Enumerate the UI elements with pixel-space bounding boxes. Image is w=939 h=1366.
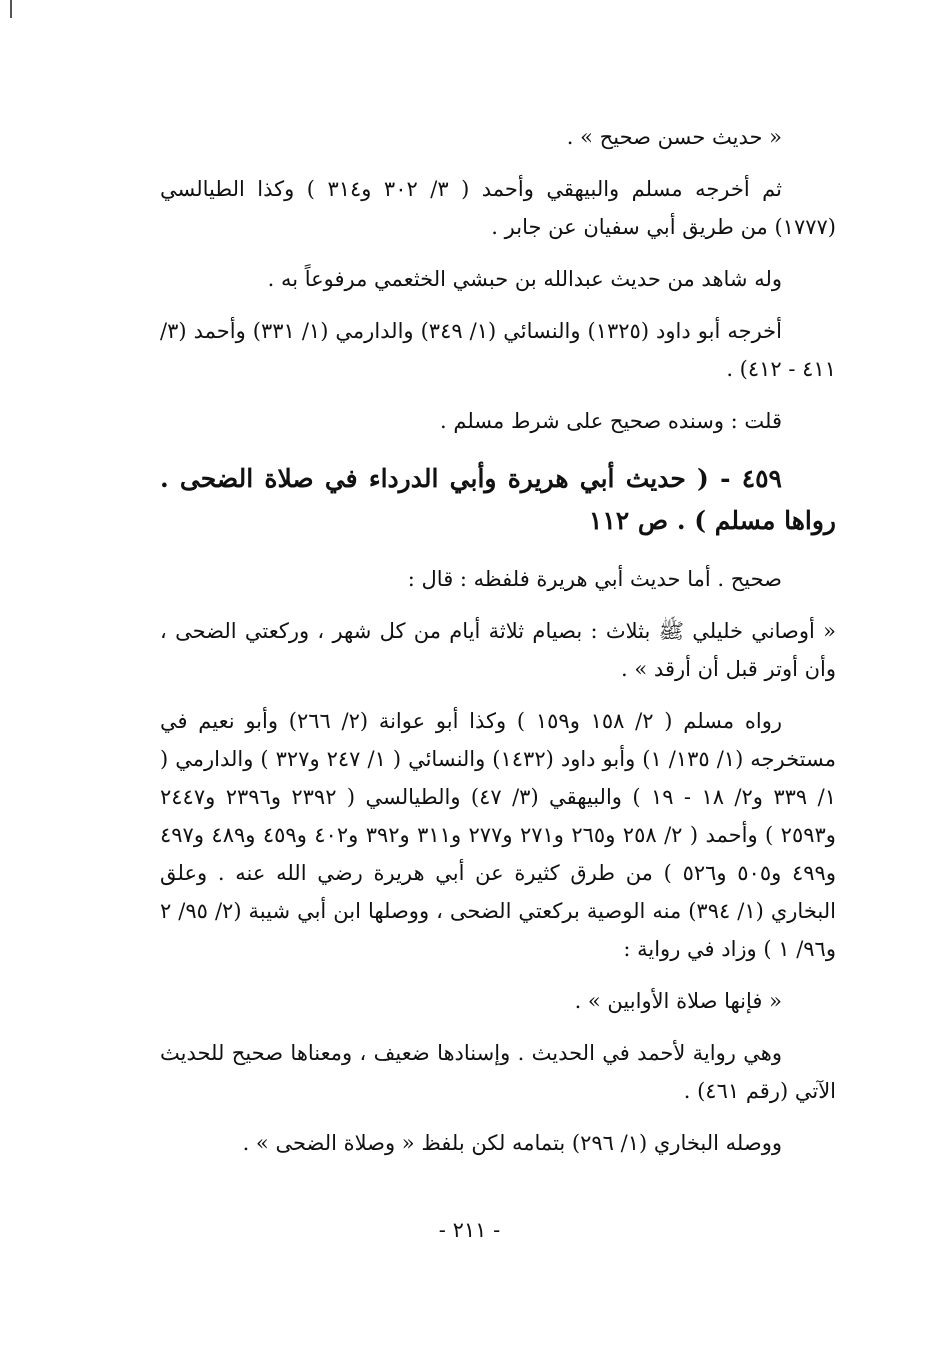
scan-mark (10, 0, 12, 18)
bukhari-wasl-paragraph: ووصله البخاري (١/ ٢٩٦) بتمامه لكن بلفظ « وصلاة الضحى » . (242, 1131, 782, 1155)
sahih-paragraph: صحيح . أما حديث أبي هريرة فلفظه : قال : (407, 567, 782, 591)
qultu-paragraph: قلت : وسنده صحيح على شرط مسلم . (440, 409, 782, 433)
hadith-quote: « أوصاني خليلي ﷺ بثلاث : بصيام ثلاثة أيام من كل شهر ، وركعتي الضحى ، وأن أوتر قبل أن أرقد » . (160, 619, 836, 681)
page-number: - ٢١١ - (438, 1218, 501, 1242)
ahmad-riwaya-paragraph: وهي رواية لأحمد في الحديث . وإسنادها ضعيف ، ومعناها صحيح للحديث الآتي (رقم ٤٦١) . (160, 1041, 836, 1103)
takhrij-abu-dawud: أخرجه أبو داود (١٣٢٥) والنسائي (١/ ٣٤٩) والدارمي (١/ ٣٣١) وأحمد (٣/ ٤١١ - ٤١٢) . (160, 319, 836, 381)
shahid-paragraph: وله شاهد من حديث عبدالله بن حبشي الخثعمي مرفوعاً به . (267, 267, 782, 291)
quote-hasan-sahih: « حديث حسن صحيح » . (566, 125, 782, 149)
hadith-heading (160, 458, 836, 542)
takhrij-muslim: ثم أخرجه مسلم والبيهقي وأحمد ( ٣/ ٣٠٢ و٣١٤ ) وكذا الطيالسي (١٧٧٧) من طريق أبي سفيان عن جابر . (160, 177, 836, 239)
hadith-number: ٤٥٩ (741, 464, 782, 493)
awwabin-quote: « فإنها صلاة الأوابين » . (574, 989, 782, 1013)
takhrij-long-paragraph: رواه مسلم ( ٢/ ١٥٨ و١٥٩ ) وكذا أبو عوانة (٢/ ٢٦٦) وأبو نعيم في مستخرجه (١/ ١٣٥/ ١) وأبو داود (١٤٣٢) والنسائي ( ١/ ٢٤٧ و٣٢٧ ) والدارمي ( ١/ ٣٣٩ و٢/ ١٨ - ١٩ ) والبيهقي (٣/ ٤٧) والطيالسي ( ٢٣٩٢ و٢٣٩٦ و٢٤٤٧ و٢٥٩٣ ) وأحمد ( ٢/ ٢٥٨ و٢٦٥ و٢٧١ و٢٧٧ و٣١١ و٣٩٢ و٤٠٢ و٤٥٩ و٤٨٩ و٤٩٧ و٤٩٩ و٥٠٥ و٥٢٦ ) من طرق كثيرة عن أبي هريرة رضي الله عنه . وعلق البخاري (١/ ٣٩٤) منه الوصية بركعتي الضحى ، ووصلها ابن أبي شيبة (٢/ ٩٥/ ٢ و٩٦/ ١ ) وزاد في رواية : (160, 709, 836, 961)
document-body (160, 118, 836, 1176)
hadith-heading-text: - ( حديث أبي هريرة وأبي الدرداء في صلاة الضحى . رواها مسلم ) . ص ١١٢ (160, 464, 836, 535)
